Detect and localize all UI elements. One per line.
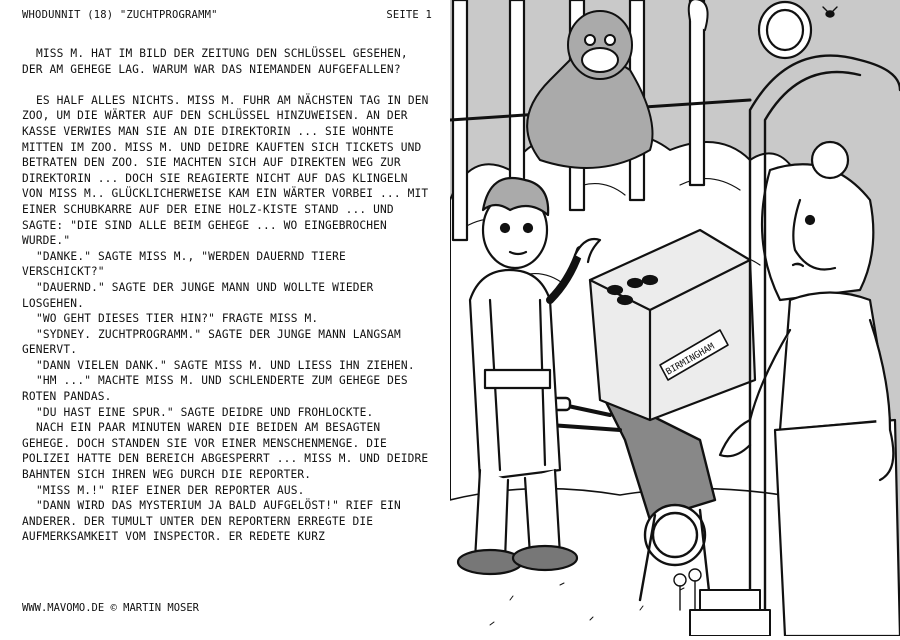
story-text [22, 46, 434, 545]
paragraph: "DU HAST EINE SPUR." SAGTE DEIDRE UND FROHLOCKTE. [36, 405, 374, 419]
paragraph: MISS M. HAT IM BILD DER ZEITUNG DEN SCHLÜSSEL GESEHEN, DER AM GEHEGE LAG. WARUM WAR DAS NIEMANDEN AUFGEFALLEN? [22, 47, 408, 76]
paragraph: "MISS M.!" RIEF EINER DER REPORTER AUS. [36, 483, 305, 497]
paragraph: ES HALF ALLES NICHTS. MISS M. FUHR AM NÄCHSTEN TAG IN DEN ZOO, UM DIE WÄRTER AUF DEN SCHLÜSSEL HINZUWEISEN. AN DER KASSE VERWIES MAN SIE AN DIE DIREKTORIN ... SIE WOHNTE MITTEN IM ZOO. MISS M. UND DEIDRE KAUFTEN SICH TICKETS UND BETRATEN DEN ZOO. SIE MACHTEN SICH AUF DIREKTEN WEG ZUR DIREKTORIN ... DOCH SIE REAGIERTE NICHT AUF DAS KLINGELN VON MISS M.. GLÜCKLICHERWEISE KAM EIN WÄRTER VORBEI ... MIT EINER SCHUBKARRE AUF DER EINE HOLZ-KISTE STAND ... UND SAGTE: "DIE SIND ALLE BEIM GEHEGE ... WO EINGEBROCHEN WURDE." [22, 93, 429, 248]
story-title: WHODUNNIT (18) "ZUCHTPROGRAMM" [22, 9, 218, 21]
paragraph: "HM ..." MACHTE MISS M. UND SCHLENDERTE ZUM GEHEGE DES ROTEN PANDAS. [22, 374, 408, 404]
wall-lamp [759, 2, 811, 58]
paragraph: "DAUERND." SAGTE DER JUNGE MANN UND WOLLTE WIEDER LOSGEHEN. [22, 280, 374, 310]
page-header [22, 9, 432, 25]
footer-credit: WWW.MAVOMO.DE © MARTIN MOSER [22, 602, 200, 614]
paragraph: "DANN VIELEN DANK." SAGTE MISS M. UND LIESS IHN ZIEHEN. [36, 358, 415, 372]
paragraph: "DANKE." SAGTE MISS M., "WERDEN DAUERND TIERE VERSCHICKT?" [22, 249, 346, 279]
crate-label: BIRMINGHAM [664, 341, 717, 378]
comic-illustration [450, 0, 900, 636]
paragraph: "SYDNEY. ZUCHTPROGRAMM." SAGTE DER JUNGE MANN LANGSAM GENERVT. [22, 327, 401, 357]
text-page [0, 0, 450, 636]
page-number: SEITE 1 [386, 9, 432, 21]
paragraph: "WO GEHT DIESES TIER HIN?" FRAGTE MISS M. [36, 312, 319, 326]
paragraph: NACH EIN PAAR MINUTEN WAREN DIE BEIDEN AM BESAGTEN GEHEGE. DOCH STANDEN SIE VOR EINER MENSCHENMENGE. DIE POLIZEI HATTE DEN BEREICH ABGESPERRT ... MISS M. UND DEIDRE BAHNTEN SICH IHREN WEG DURCH DIE REPORTER. [22, 421, 429, 482]
paragraph: "DANN WIRD DAS MYSTERIUM JA BALD AUFGELÖST!" RIEF EIN ANDERER. DER TUMULT UNTER DEN REPORTERN ERREGTE DIE AUFMERKSAMKEIT VOM INSPECTOR. ER REDETE KURZ [22, 499, 401, 544]
steps [690, 590, 770, 636]
